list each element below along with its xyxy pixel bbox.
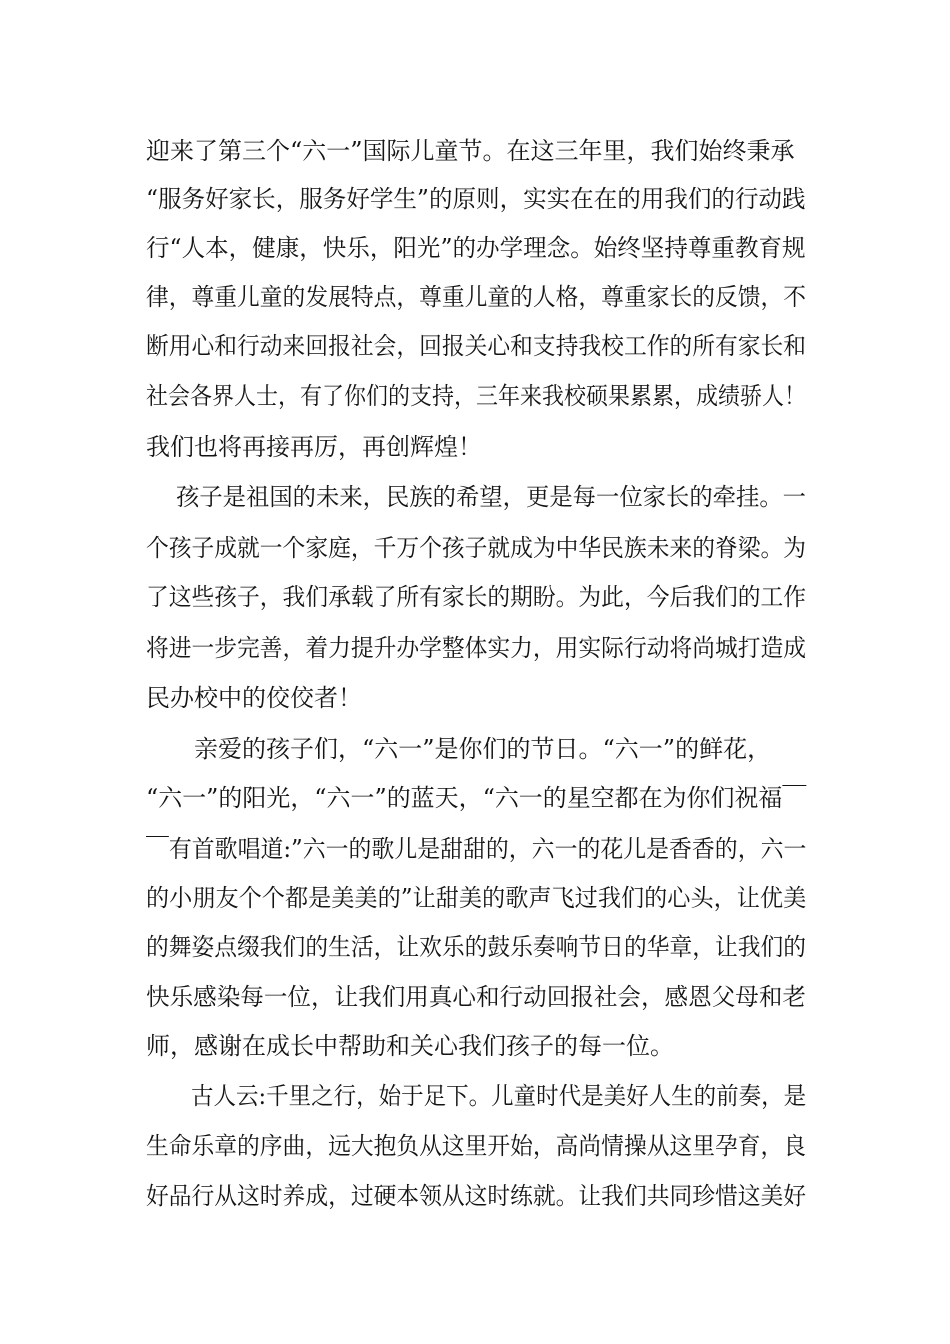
- paragraph-4-line-2: 生命乐章的序曲，远大抱负从这里开始，高尚情操从这里孕育，良: [146, 1132, 807, 1160]
- paragraph-4-line-3: 好品行从这时养成，过硬本领从这时练就。让我们共同珍惜这美好: [146, 1182, 807, 1210]
- paragraph-3-line-7: 师，感谢在成长中帮助和关心我们孩子的每一位。: [146, 1032, 674, 1060]
- paragraph-1-line-2: “服务好家长，服务好学生”的原则，实实在在的用我们的行动践: [146, 185, 806, 213]
- paragraph-3-line-3: ￣有首歌唱道:”六一的歌儿是甜甜的，六一的花儿是香香的，六一: [146, 835, 807, 863]
- paragraph-1-line-3: 行“人本，健康，快乐，阳光”的办学理念。始终坚持尊重教育规: [146, 234, 806, 262]
- paragraph-2-line-5: 民办校中的佼佼者！: [146, 684, 362, 712]
- paragraph-1-line-5: 断用心和行动来回报社会，回报关心和支持我校工作的所有家长和: [146, 332, 807, 360]
- paragraph-3-line-1: 亲爱的孩子们，“六一”是你们的节日。“六一”的鲜花，: [194, 735, 772, 763]
- paragraph-1-line-4: 律，尊重儿童的发展特点，尊重儿童的人格，尊重家长的反馈，不: [146, 283, 807, 311]
- paragraph-3-line-4: 的小朋友个个都是美美的”让甜美的歌声飞过我们的心头，让优美: [146, 884, 807, 912]
- paragraph-2-line-3: 了这些孩子，我们承载了所有家长的期盼。为此，今后我们的工作: [146, 583, 807, 611]
- paragraph-4-line-1: 古人云:千里之行，始于足下。儿童时代是美好人生的前奏，是: [191, 1082, 807, 1110]
- paragraph-1-line-7: 我们也将再接再厉，再创辉煌！: [146, 433, 482, 461]
- paragraph-2-line-1: 孩子是祖国的未来，民族的希望，更是每一位家长的牵挂。一: [176, 483, 806, 511]
- paragraph-3-line-2: “六一”的阳光，“六一”的蓝天，“六一的星空都在为你们祝福￣: [146, 784, 807, 812]
- paragraph-2-line-2: 个孩子成就一个家庭，千万个孩子就成为中华民族未来的脊梁。为: [146, 534, 807, 562]
- paragraph-1-line-6: 社会各界人士，有了你们的支持，三年来我校硕果累累，成绩骄人！: [146, 382, 807, 410]
- paragraph-3-line-6: 快乐感染每一位，让我们用真心和行动回报社会，感恩父母和老: [146, 983, 806, 1011]
- paragraph-3-line-5: 的舞姿点缀我们的生活，让欢乐的鼓乐奏响节日的华章，让我们的: [146, 933, 807, 961]
- paragraph-1-line-1: 迎来了第三个“六一”国际儿童节。在这三年里，我们始终秉承: [146, 137, 795, 165]
- paragraph-2-line-4: 将进一步完善，着力提升办学整体实力，用实际行动将尚城打造成: [146, 634, 807, 662]
